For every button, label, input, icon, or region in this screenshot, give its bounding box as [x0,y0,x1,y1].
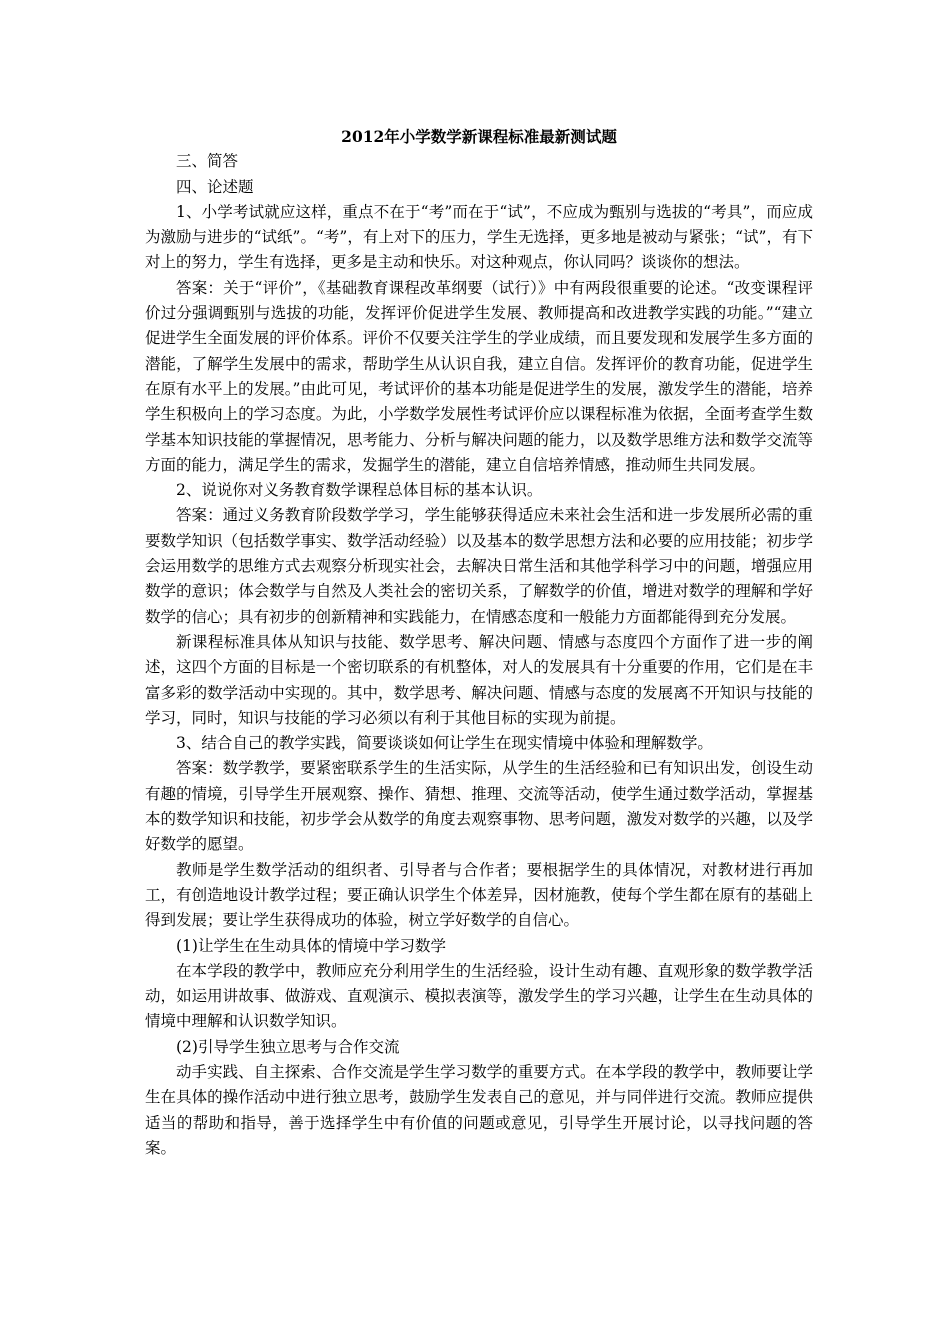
question-2: 2、说说你对义务教育数学课程总体目标的基本认识。 [176,481,543,500]
section-heading-short-answer: 三、简答 [176,152,239,171]
answer-2-continued: 新课程标准具体从知识与技能、数学思考、解决问题、情感与态度四个方面作了进一步的阐述，这四个方面的目标是一个密切联系的有机整体，对人的发展具有十分重要的作用，它们是在丰富多彩的数学活动中实现的。其中，数学思考、解决问题、情感与态度的发展离不开知识与技能的学习，同时，知识与技能的学习必须以有利于其他目标的实现为前提。 [145,632,813,727]
document-title: 2012年小学数学新课程标准最新测试题 [341,127,617,146]
answer-2: 答案：通过义务教育阶段数学学习，学生能够获得适应未来社会生活和进一步发展所必需的重要数学知识（包括数学事实、数学活动经验）以及基本的数学思想方法和必要的应用技能；初步学会运用数学的思维方式去观察分析现实社会，去解决日常生活和其他学科学习中的问题，增强应用数学的意识；体会数学与自然及人类社会的密切关系，了解数学的价值，增进对数学的理解和学好数学的信心；具有初步的创新精神和实践能力，在情感态度和一般能力方面都能得到充分发展。 [145,506,813,626]
subheading-1-body: 在本学段的教学中，教师应充分利用学生的生活经验，设计生动有趣、直观形象的数学教学活动，如运用讲故事、做游戏、直观演示、模拟表演等，激发学生的学习兴趣，让学生在生动具体的情境中理解和认识数学知识。 [145,961,813,1031]
subheading-1: (1)让学生在生动具体的情境中学习数学 [176,936,446,955]
answer-1: 答案：关于“评价”，《基础教育课程改革纲要（试行）》中有两段很重要的论述。“改变课程评价过分强调甄别与选拔的功能，发挥评价促进学生发展、教师提高和改进教学实践的功能。”“建立促进学生全面发展的评价体系。评价不仅要关注学生的学业成绩，而且要发现和发展学生多方面的潜能，了解学生发展中的需求，帮助学生从认识自我，建立自信。发挥评价的教育功能，促进学生在原有水平上的发展。”由此可见，考试评价的基本功能是促进学生的发展，激发学生的潜能，培养学生积极向上的学习态度。为此，小学数学发展性考试评价应以课程标准为依据，全面考查学生数学基本知识技能的掌握情况，思考能力、分析与解决问题的能力，以及数学思维方法和数学交流等方面的能力，满足学生的需求，发掘学生的潜能，建立自信培养情感，推动师生共同发展。 [145,278,813,474]
section-heading-essay: 四、论述题 [176,177,254,196]
answer-3-teacher-role: 教师是学生数学活动的组织者、引导者与合作者；要根据学生的具体情况，对教材进行再加工，有创造地设计教学过程；要正确认识学生个体差异，因材施教，使每个学生都在原有的基础上得到发展；要让学生获得成功的体验，树立学好数学的自信心。 [145,860,813,930]
subheading-2: (2)引导学生独立思考与合作交流 [176,1037,400,1056]
question-3: 3、结合自己的教学实践，简要谈谈如何让学生在现实情境中体验和理解数学。 [176,734,713,753]
question-1: 1、小学考试就应这样，重点不在于“考”而在于“试”，不应成为甄别与选拔的“考具”，而应成为激励与进步的“试纸”。“考”，有上对下的压力，学生无选择，更多地是被动与紧张；“试”，有下对上的努力，学生有选择，更多是主动和快乐。对这种观点，你认同吗？谈谈你的想法。 [145,202,813,272]
answer-3: 答案：数学教学，要紧密联系学生的生活实际，从学生的生活经验和已有知识出发，创设生动有趣的情境，引导学生开展观察、操作、猜想、推理、交流等活动，使学生通过数学活动，掌握基本的数学知识和技能，初步学会从数学的角度去观察事物、思考问题，激发对数学的兴趣，以及学好数学的愿望。 [145,759,813,854]
document-body [145,124,813,1161]
subheading-2-body: 动手实践、自主探索、合作交流是学生学习数学的重要方式。在本学段的教学中，教师要让学生在具体的操作活动中进行独立思考，鼓励学生发表自己的意见，并与同伴进行交流。教师应提供适当的帮助和指导，善于选择学生中有价值的问题或意见，引导学生开展讨论，以寻找问题的答案。 [145,1062,813,1157]
